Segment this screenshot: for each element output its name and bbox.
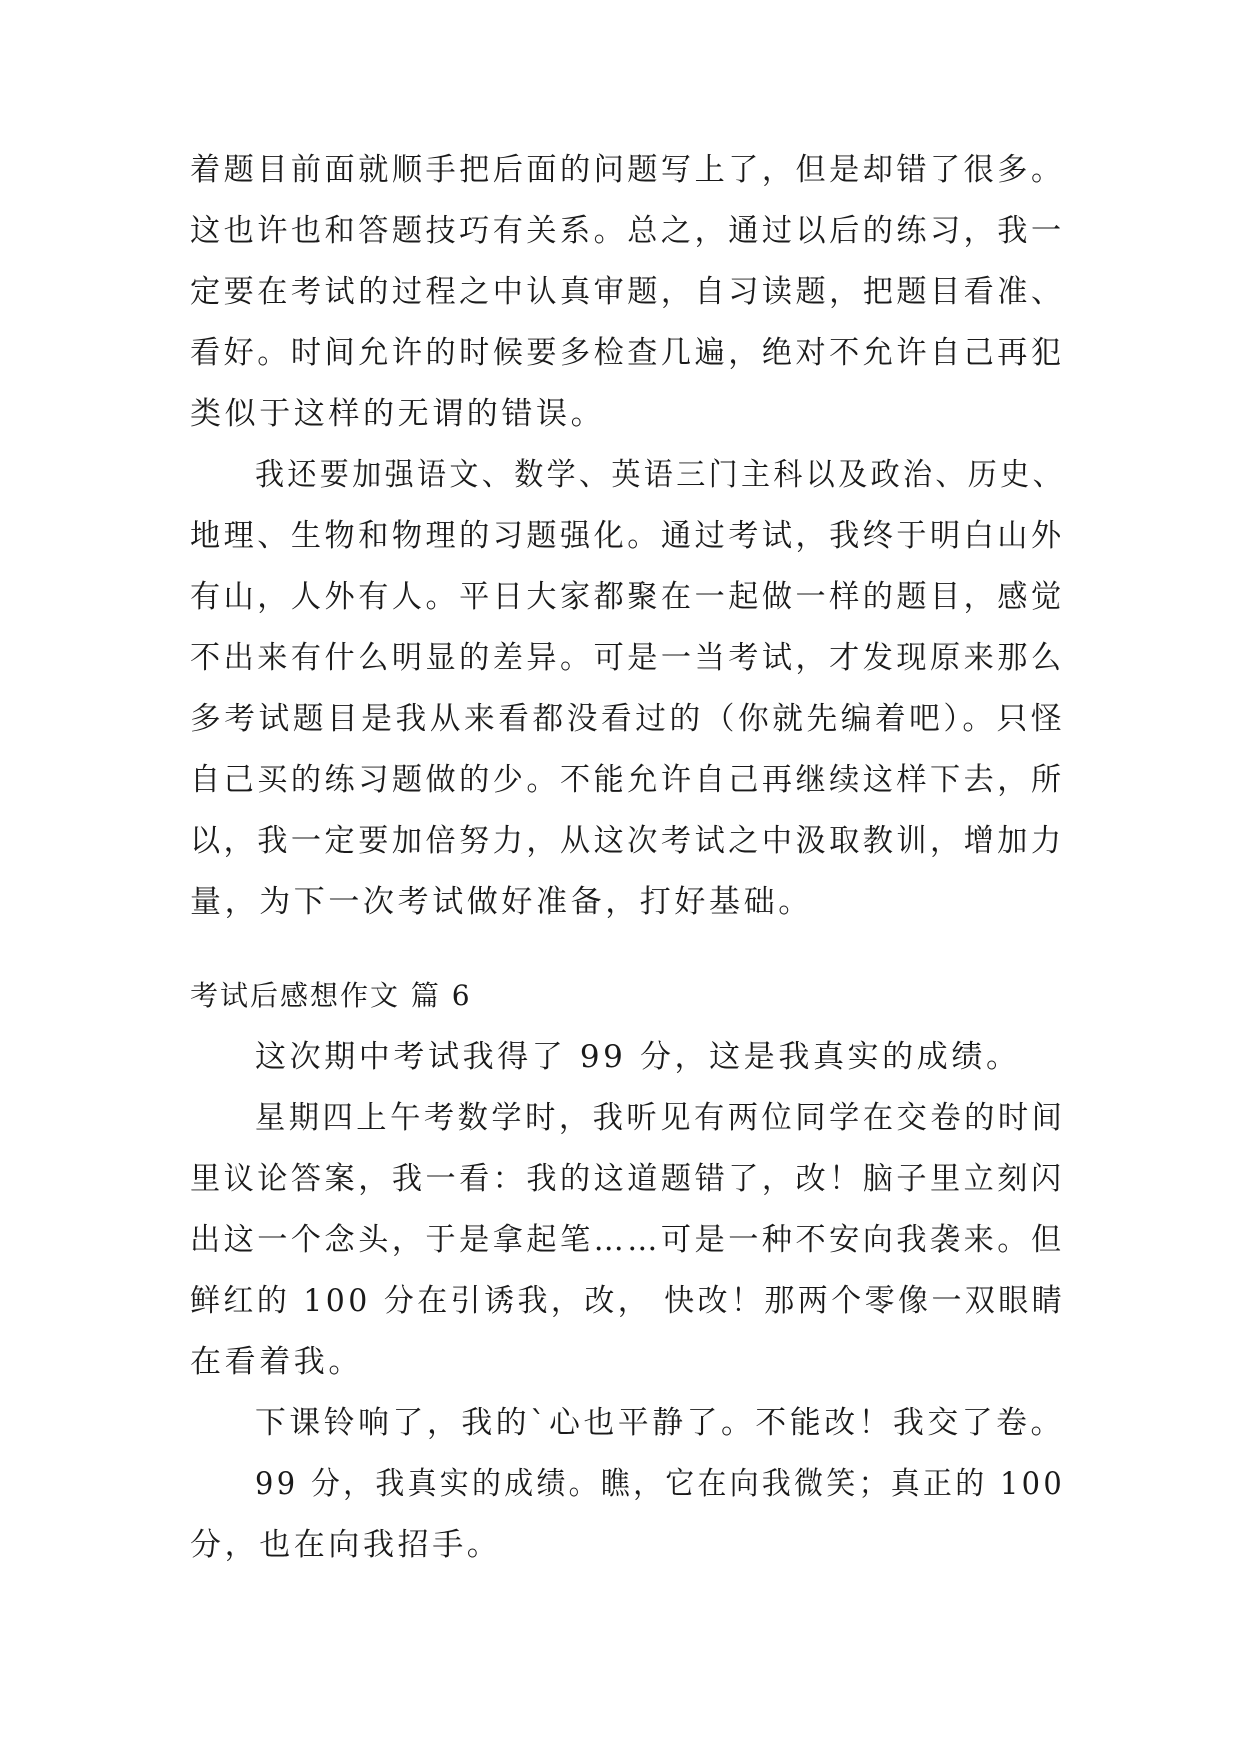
text-line: 以，我一定要加倍努力，从这次考试之中汲取教训，增加力 bbox=[190, 823, 1065, 859]
text-line: 出这一个念头，于是拿起笔……可是一种不安向我袭来。但 bbox=[190, 1222, 1065, 1258]
paragraph-start-line: 下课铃响了，我的`心也平静了。不能改！我交了卷。 bbox=[255, 1405, 1065, 1441]
text-line: 地理、生物和物理的习题强化。通过考试，我终于明白山外 bbox=[190, 518, 1065, 554]
text-line: 量，为下一次考试做好准备，打好基础。 bbox=[190, 884, 813, 920]
text-line: 有山，人外有人。平日大家都聚在一起做一样的题目，感觉 bbox=[190, 579, 1065, 615]
paragraph-start-line: 星期四上午考数学时，我听见有两位同学在交卷的时间 bbox=[255, 1100, 1066, 1136]
text-line: 自己买的练习题做的少。不能允许自己再继续这样下去，所 bbox=[190, 762, 1065, 798]
text-line: 在看着我。 bbox=[190, 1344, 363, 1380]
text-line: 里议论答案，我一看：我的这道题错了，改！脑子里立刻闪 bbox=[190, 1161, 1065, 1197]
paragraph-start-line: 这次期中考试我得了 99 分，这是我真实的成绩。 bbox=[255, 1039, 1021, 1075]
text-line: 多考试题目是我从来看都没看过的（你就先编着吧）。只怪 bbox=[190, 701, 1066, 737]
text-line: 分，也在向我招手。 bbox=[190, 1527, 502, 1563]
text-line: 看好。时间允许的时候要多检查几遍，绝对不允许自己再犯 bbox=[190, 335, 1065, 371]
paragraph-start-line: 我还要加强语文、数学、英语三门主科以及政治、历史、 bbox=[255, 457, 1065, 493]
paragraph-start-line: 99 分，我真实的成绩。瞧，它在向我微笑；真正的 100 bbox=[255, 1466, 1066, 1502]
section-heading: 考试后感想作文 篇 6 bbox=[190, 979, 472, 1012]
text-line: 着题目前面就顺手把后面的问题写上了，但是却错了很多。 bbox=[190, 152, 1065, 188]
text-line: 类似于这样的无谓的错误。 bbox=[190, 396, 606, 432]
text-line: 鲜红的 100 分在引诱我，改， 快改！那两个零像一双眼睛 bbox=[190, 1283, 1066, 1319]
text-line: 不出来有什么明显的差异。可是一当考试，才发现原来那么 bbox=[190, 640, 1065, 676]
text-line: 定要在考试的过程之中认真审题，自习读题，把题目看准、 bbox=[190, 274, 1065, 310]
text-line: 这也许也和答题技巧有关系。总之，通过以后的练习，我一 bbox=[190, 213, 1065, 249]
